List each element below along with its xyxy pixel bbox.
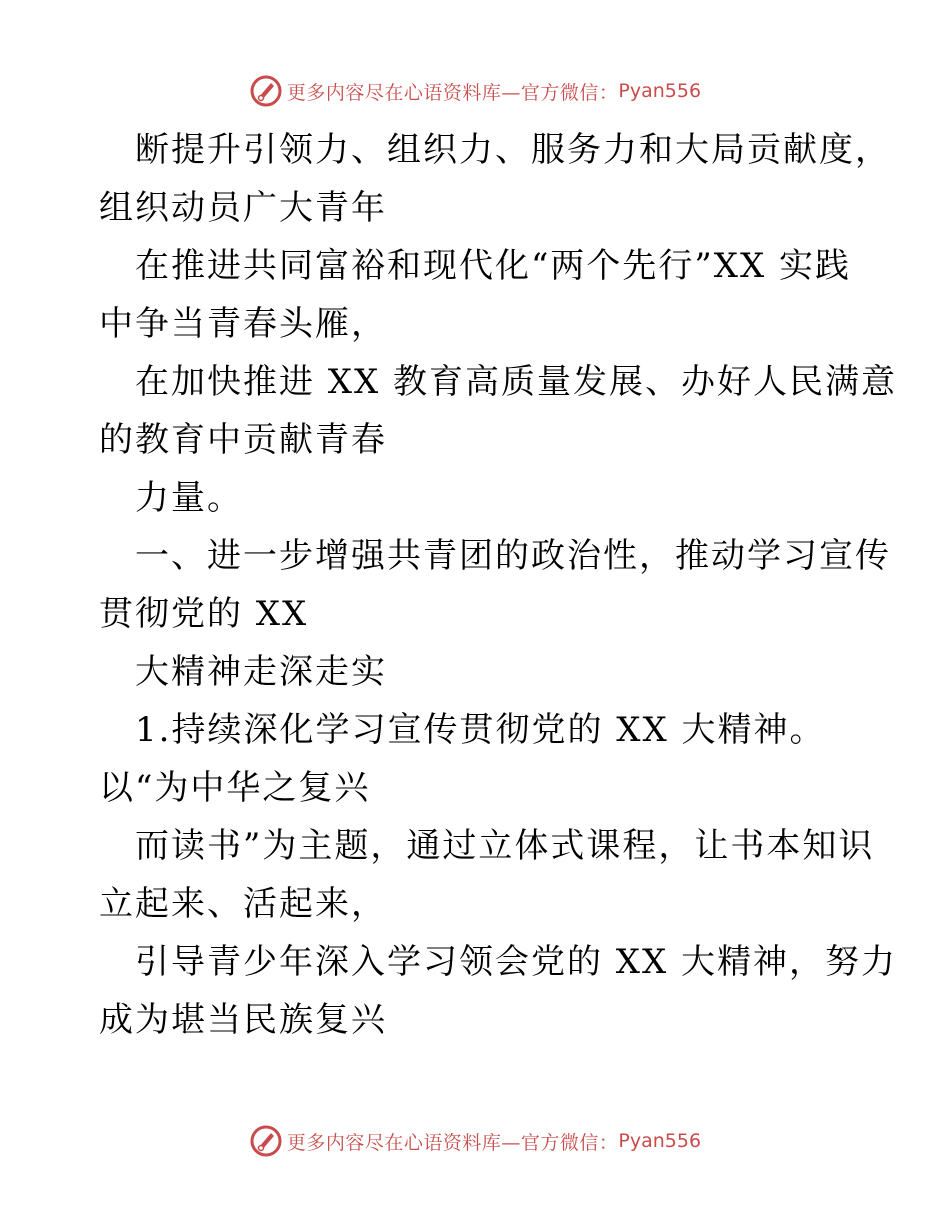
text-line: 组织动员广大青年 xyxy=(99,188,387,228)
brand-logo-icon xyxy=(249,74,283,108)
text-line: 在加快推进 XX 教育高质量发展、办好人民满意 xyxy=(135,362,898,402)
watermark-text: 更多内容尽在心语资料库—官方微信： xyxy=(286,81,619,104)
text-line: 中争当青春头雁， xyxy=(99,304,387,344)
text-line: 一、进一步增强共青团的政治性，推动学习宣传 xyxy=(135,536,891,576)
document-body xyxy=(99,121,898,1049)
text-line: 引导青少年深入学习领会党的 XX 大精神，努力 xyxy=(135,942,898,982)
text-line: 力量。 xyxy=(135,478,243,518)
text-line: 成为堪当民族复兴 xyxy=(99,1000,387,1040)
header-watermark xyxy=(0,71,950,111)
text-line: 断提升引领力、组织力、服务力和大局贡献度， xyxy=(135,130,891,170)
text-line: 以“为中华之复兴 xyxy=(99,768,371,808)
footer-watermark xyxy=(0,1121,950,1161)
text-line: 大精神走深走实 xyxy=(135,652,387,692)
watermark-wechat-id: Pyan556 xyxy=(618,80,702,102)
watermark-wechat-id: Pyan556 xyxy=(618,1130,702,1152)
text-line: 在推进共同富裕和现代化“两个先行”XX 实践 xyxy=(135,246,851,286)
text-line: 1.持续深化学习宣传贯彻党的 XX 大精神。 xyxy=(135,710,826,750)
text-line: 而读书”为主题，通过立体式课程，让书本知识 xyxy=(135,826,875,866)
text-line: 贯彻党的 XX xyxy=(99,594,309,634)
text-line: 立起来、活起来， xyxy=(99,884,387,924)
text-line: 的教育中贡献青春 xyxy=(99,420,387,460)
brand-logo-icon xyxy=(249,1124,283,1158)
watermark-text: 更多内容尽在心语资料库—官方微信： xyxy=(286,1131,619,1154)
